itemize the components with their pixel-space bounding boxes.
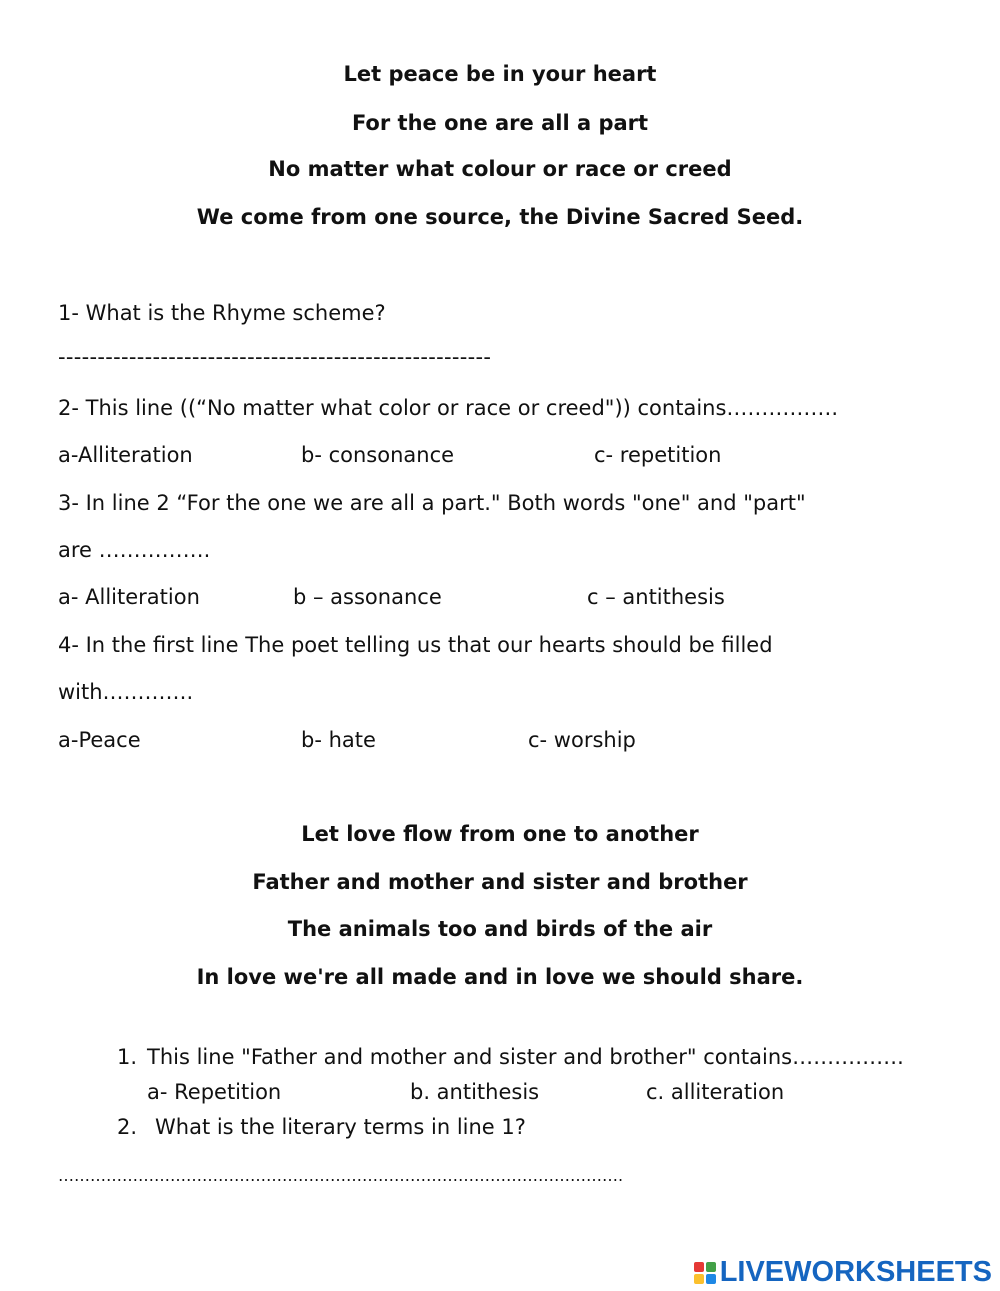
question-1: 1- What is the Rhyme scheme? <box>58 301 386 325</box>
logo-blocks-icon <box>694 1262 716 1284</box>
answer-line[interactable]: ……………………………………………………………………………………………. <box>58 1166 624 1185</box>
answer-line[interactable]: ------------------------------------------------------- <box>58 345 492 369</box>
logo-block <box>694 1262 704 1272</box>
list-number: 2. <box>117 1115 138 1139</box>
option-b[interactable]: b. antithesis <box>410 1080 540 1104</box>
question-3-continued: are ……………. <box>58 538 211 562</box>
option-c[interactable]: c- worship <box>528 728 636 752</box>
question-4-continued: with…………. <box>58 680 194 704</box>
option-b[interactable]: b – assonance <box>293 585 442 609</box>
logo-block <box>694 1274 704 1284</box>
option-a[interactable]: a-Alliteration <box>58 443 193 467</box>
option-c[interactable]: c. alliteration <box>646 1080 785 1104</box>
poem-line: For the one are all a part <box>351 111 649 135</box>
list-number: 1. <box>117 1045 138 1069</box>
option-b[interactable]: b- consonance <box>301 443 455 467</box>
logo-text: LIVEWORKSHEETS <box>719 1256 992 1288</box>
question-2: 2- This line ((“No matter what color or race or creed")) contains……………. <box>58 396 839 420</box>
question-3: 3- In line 2 “For the one we are all a part." Both words "one" and "part" <box>58 491 806 515</box>
option-c[interactable]: c – antithesis <box>587 585 725 609</box>
list-question-2: What is the literary terms in line 1? <box>155 1115 526 1139</box>
option-a[interactable]: a-Peace <box>58 728 141 752</box>
poem-line: Let peace be in your heart <box>343 62 657 86</box>
list-question-1: This line "Father and mother and sister and brother" contains……………. <box>147 1045 904 1069</box>
question-4: 4- In the first line The poet telling us that our hearts should be filled <box>58 633 773 657</box>
logo-block <box>706 1262 716 1272</box>
option-c[interactable]: c- repetition <box>594 443 722 467</box>
option-a[interactable]: a- Repetition <box>147 1080 282 1104</box>
logo-block <box>706 1274 716 1284</box>
poem-line: In love we're all made and in love we should share. <box>196 965 804 989</box>
option-b[interactable]: b- hate <box>301 728 376 752</box>
poem-line: We come from one source, the Divine Sacred Seed. <box>196 205 804 229</box>
poem-line: Father and mother and sister and brother <box>252 870 748 894</box>
option-a[interactable]: a- Alliteration <box>58 585 200 609</box>
poem-line: Let love flow from one to another <box>301 822 699 846</box>
poem-line: The animals too and birds of the air <box>287 917 713 941</box>
poem-line: No matter what colour or race or creed <box>268 157 732 181</box>
liveworksheets-logo <box>694 1256 992 1289</box>
